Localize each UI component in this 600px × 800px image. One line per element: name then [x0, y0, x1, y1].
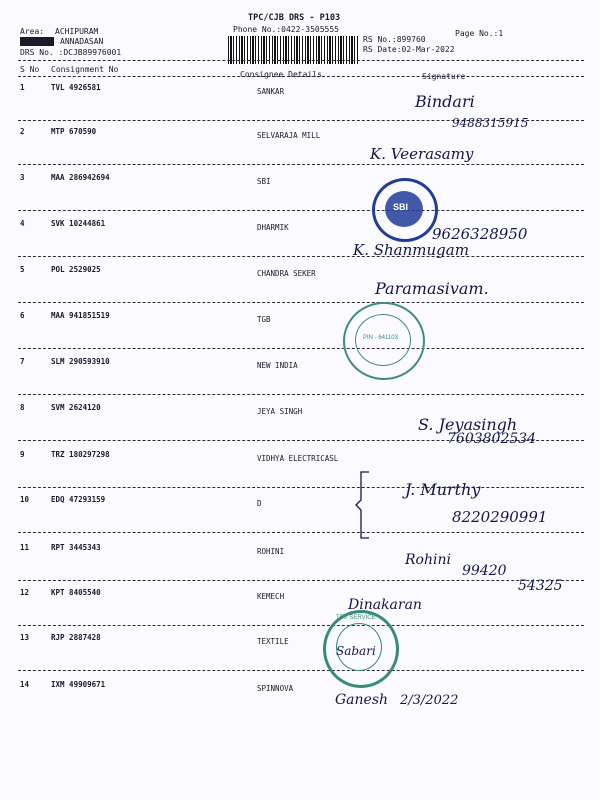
- area-value: ACHIPURAM: [55, 27, 99, 36]
- row-consignment: MTP 670590: [51, 127, 97, 136]
- row-sno: 6: [20, 311, 25, 320]
- table-row: [0, 357, 600, 401]
- row14-signature: Ganesh: [335, 692, 389, 708]
- row-consignee: ROHINI: [257, 547, 285, 556]
- row-consignee: CHANDRA SEKER: [257, 269, 316, 278]
- col-consignee: Consignee Details: [240, 70, 322, 79]
- row-consignment: POL 2529025: [51, 265, 101, 274]
- row12-signature: Dinakaran: [348, 597, 422, 613]
- bank-pin-stamp: [343, 302, 425, 380]
- row-sno: 11: [20, 543, 30, 552]
- row-consignment: RJP 2887428: [51, 633, 101, 642]
- row-rule: [18, 580, 584, 581]
- row-rule: [18, 164, 584, 165]
- row-consignee: JEYA SINGH: [257, 407, 303, 416]
- row-consignment: SVM 2624120: [51, 403, 101, 412]
- row-sno: 4: [20, 219, 25, 228]
- phone-number: Phone No.:0422-3505555: [233, 25, 339, 34]
- table-row: [0, 127, 600, 171]
- row-consignment: TVL 4926581: [51, 83, 101, 92]
- col-sno: S No: [20, 65, 40, 74]
- row-sno: 9: [20, 450, 25, 459]
- row-sno: 13: [20, 633, 30, 642]
- row-consignment: MAA 941851519: [51, 311, 110, 320]
- table-row: [0, 633, 600, 677]
- row-consignee: NEW INDIA: [257, 361, 298, 370]
- row-rule: [18, 302, 584, 303]
- pin-stamp-text: PIN - 641103: [363, 335, 398, 341]
- row-rule: [18, 210, 584, 211]
- header-rule: [18, 60, 584, 61]
- row-sno: 3: [20, 173, 25, 182]
- row9-signature: J. Murthy: [405, 480, 481, 499]
- document-title: TPC/CJB DRS - P103: [248, 13, 341, 23]
- row-consignee: VIDHYA ELECTRICASL: [257, 454, 339, 463]
- row14-date: 2/3/2022: [400, 693, 459, 708]
- row-consignee: SBI: [257, 177, 271, 186]
- row-consignee: SPINNOVA: [257, 684, 294, 693]
- row11-phone-cont: 54325: [518, 578, 563, 594]
- row2-signature: K. Veerasamy: [370, 145, 474, 163]
- row-sno: 5: [20, 265, 25, 274]
- row-consignment: IXM 49909671: [51, 680, 106, 689]
- row1-signature: Bindari: [415, 92, 475, 111]
- table-row: [0, 173, 600, 217]
- bank-stamp: [372, 178, 438, 242]
- row-rule: [18, 487, 584, 488]
- row9-phone: 8220290991: [452, 508, 548, 526]
- row-consignee: KEMECH: [257, 592, 285, 601]
- row-consignee: DHARMIK: [257, 223, 289, 232]
- table-row: [0, 543, 600, 587]
- row8-phone: 7603802534: [447, 431, 537, 447]
- drs-number: DRS No. :DCJB89976001: [20, 48, 122, 57]
- page-number: Page No.:1: [455, 29, 504, 38]
- row-sno: 10: [20, 495, 30, 504]
- row-sno: 8: [20, 403, 25, 412]
- staff-name: ANNADASAN: [60, 37, 104, 46]
- row-consignment: TRZ 180297298: [51, 450, 110, 459]
- col-signature: Signature: [422, 72, 466, 81]
- row-rule: [18, 394, 584, 395]
- table-row: [0, 265, 600, 309]
- row4-phone: 9626328950: [432, 225, 528, 243]
- row1-phone: 9488315915: [452, 116, 529, 130]
- row-consignment: SLM 290593910: [51, 357, 110, 366]
- row-rule: [18, 625, 584, 626]
- table-row: [0, 311, 600, 355]
- row5-signature: Paramasivam.: [375, 279, 489, 298]
- row4-signature: K. Shanmugam: [353, 241, 469, 259]
- table-row: [0, 450, 600, 494]
- redacted-label: [20, 37, 54, 46]
- handwritten-bracket: [355, 470, 375, 540]
- area-label: Area:: [20, 27, 45, 36]
- row13-signature: Sabari: [336, 644, 376, 658]
- col-consignment: Consignment No: [51, 65, 119, 74]
- table-row: [0, 680, 600, 724]
- row-consignment: RPT 3445343: [51, 543, 101, 552]
- row-rule: [18, 532, 584, 533]
- row-consignee: SANKAR: [257, 87, 285, 96]
- row11-signature: Rohini: [405, 552, 451, 568]
- rs-number: RS No.:899760: [363, 35, 426, 44]
- row-sno: 12: [20, 588, 30, 597]
- row-sno: 14: [20, 680, 30, 689]
- row-consignee: D: [257, 499, 262, 508]
- company-stamp-text: TEX SERVICE: [336, 615, 376, 621]
- row-consignment: SVK 10244861: [51, 219, 106, 228]
- row-consignment: KPT 8405540: [51, 588, 101, 597]
- row-consignee: TEXTILE: [257, 637, 289, 646]
- row-rule: [18, 348, 584, 349]
- table-row: [0, 588, 600, 632]
- rs-date: RS Date:02-Mar-2022: [363, 45, 455, 54]
- row-consignment: EDQ 47293159: [51, 495, 106, 504]
- row11-phone: 99420: [462, 563, 507, 579]
- row-rule: [18, 256, 584, 257]
- row-sno: 2: [20, 127, 25, 136]
- row-consignment: MAA 286942694: [51, 173, 110, 182]
- row8-signature: S. Jeyasingh: [418, 415, 518, 434]
- row-rule: [18, 670, 584, 671]
- header-rule-bottom: [18, 76, 584, 77]
- row-sno: 1: [20, 83, 25, 92]
- row-sno: 7: [20, 357, 25, 366]
- row-consignee: TGB: [257, 315, 271, 324]
- bank-stamp-text: SBI: [393, 202, 409, 212]
- row-consignee: SELVARAJA MILL: [257, 131, 321, 140]
